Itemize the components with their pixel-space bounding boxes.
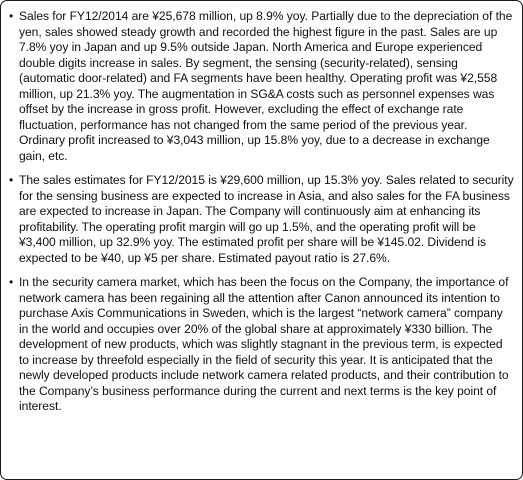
bullet-item-security-camera-market xyxy=(9,275,515,415)
bullet-icon: • xyxy=(9,173,14,187)
paragraph-fy2015-estimates: The sales estimates for FY12/2015 is ¥29,600 million, up 15.3% yoy. Sales related to security for the sensing business are expected to increase in Asia, and also sales for the FA business are expected to increase in Japan. The Company will continuously aim at enhancing its profitability. The operating profit margin will go up 1.5%, and the operating profit will be ¥3,400 million, up 32.9% yoy. The estimated profit per share will be ¥145.02. Dividend is expected to be ¥40, up ¥5 per share. Estimated payout ratio is 27.6%. xyxy=(19,173,514,265)
bullet-item-fy2014-results xyxy=(9,9,515,164)
bullet-list xyxy=(9,9,515,424)
bullet-item-fy2015-estimates xyxy=(9,173,515,266)
paragraph-security-camera-market: In the security camera market, which has been the focus on the Company, the importance of network camera has been regaining all the attention after Canon announced its intention to purchase Axis Communications in Sweden, which is the largest “network camera” company in the world and occupies over 20% of the global share at approximately ¥330 billion. The development of new products, which was slightly stagnant in the previous term, is expected to increase by threefold especially in the field of security this year. It is anticipated that the newly developed products include network camera related products, and their contribution to the Company’s business performance during the current and next terms is the key point of interest. xyxy=(19,275,509,413)
paragraph-fy2014-results: Sales for FY12/2014 are ¥25,678 million, up 8.9% yoy. Partially due to the depreciation of the yen, sales showed steady growth and recorded the highest figure in the past. Sales are up 7.8% yoy in Japan and up 9.5% outside Japan. North America and Europe experienced double digits increase in sales. By segment, the sensing (security-related), sensing (automatic door-related) and FA segments have been healthy. Operating profit was ¥2,558 million, up 21.3% yoy. The augmentation in SG&A costs such as personnel expenses was offset by the increase in gross profit. However, excluding the effect of exchange rate fluctuation, performance has not changed from the same period of the previous year. Ordinary profit increased to ¥3,043 million, up 15.8% yoy, due to a decrease in exchange gain, etc. xyxy=(19,9,513,163)
bullet-icon: • xyxy=(9,9,14,23)
bullet-icon: • xyxy=(9,275,14,289)
